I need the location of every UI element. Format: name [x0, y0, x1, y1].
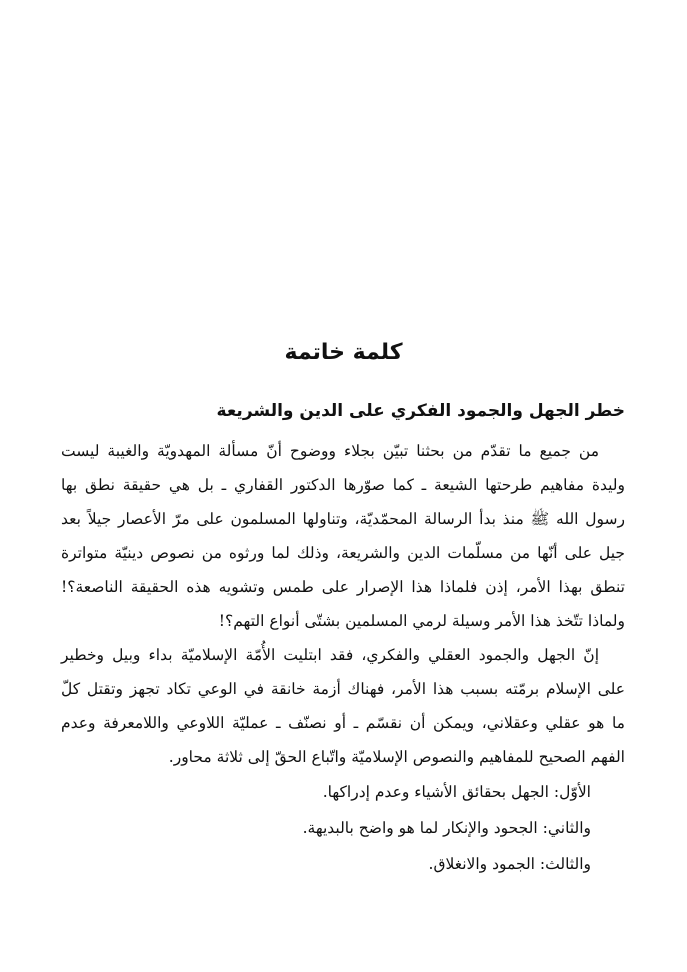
- paragraph-line: جيل على أنّها من مسلّمات الدين والشريعة، وذلك لما ورثوه من نصوص دينيّة متواترة: [61, 544, 625, 562]
- paragraph-line: على الإسلام برمّته بسبب هذا الأمر، فهناك أزمة خانقة في الوعي تكاد تجهز وتقتل كلّ: [61, 680, 625, 698]
- paragraph-line: رسول الله ﷺ منذ بدأ الرسالة المحمّديّة، وتناولها المسلمون على مرّ الأعصار جيلاً بعد: [61, 510, 625, 528]
- paragraph-line: إنّ الجهل والجمود العقلي والفكري، فقد ابتليت الأُمّة الإسلاميّة بداء وبيل وخطير: [61, 646, 599, 664]
- paragraph-line: تنطق بهذا الأمر، إذن فلماذا هذا الإصرار على طمس وتشويه هذه الحقيقة الناصعة؟!: [61, 578, 625, 596]
- section-title: خطر الجهل والجمود الفكري على الدين والشريعة: [216, 401, 625, 421]
- paragraph-2: [61, 638, 625, 774]
- paragraph-line: الفهم الصحيح للمفاهيم والنصوص الإسلاميّة واتّباع الحقّ إلى ثلاثة محاور.: [168, 748, 625, 766]
- list-item: والثالث: الجمود والانغلاق.: [428, 855, 591, 873]
- paragraph-line: ما هو عقلي وعقلاني، ويمكن أن نقسّم ـ أو نصنّف ـ عمليّة اللاوعي واللامعرفة وعدم: [61, 714, 625, 732]
- list-item: والثاني: الجحود والإنكار لما هو واضح بالبديهة.: [302, 819, 591, 837]
- list-item: الأوّل: الجهل بحقائق الأشياء وعدم إدراكها.: [322, 783, 591, 801]
- body-text: [61, 434, 625, 882]
- paragraph-line: وليدة مفاهيم طرحتها الشيعة ـ كما صوّرها الدكتور القفاري ـ بل هي حقيقة نطق بها: [61, 476, 625, 494]
- paragraph-line: ولماذا تتّخذ هذا الأمر وسيلة لرمي المسلمين بشتّى أنواع التهم؟!: [218, 612, 625, 630]
- chapter-title: كلمة خاتمة: [284, 340, 403, 365]
- axes-list: [61, 774, 625, 882]
- paragraph-1: [61, 434, 625, 638]
- paragraph-line: من جميع ما تقدّم من بحثنا تبيّن بجلاء ووضوح أنّ مسألة المهدويّة والغيبة ليست: [61, 442, 599, 460]
